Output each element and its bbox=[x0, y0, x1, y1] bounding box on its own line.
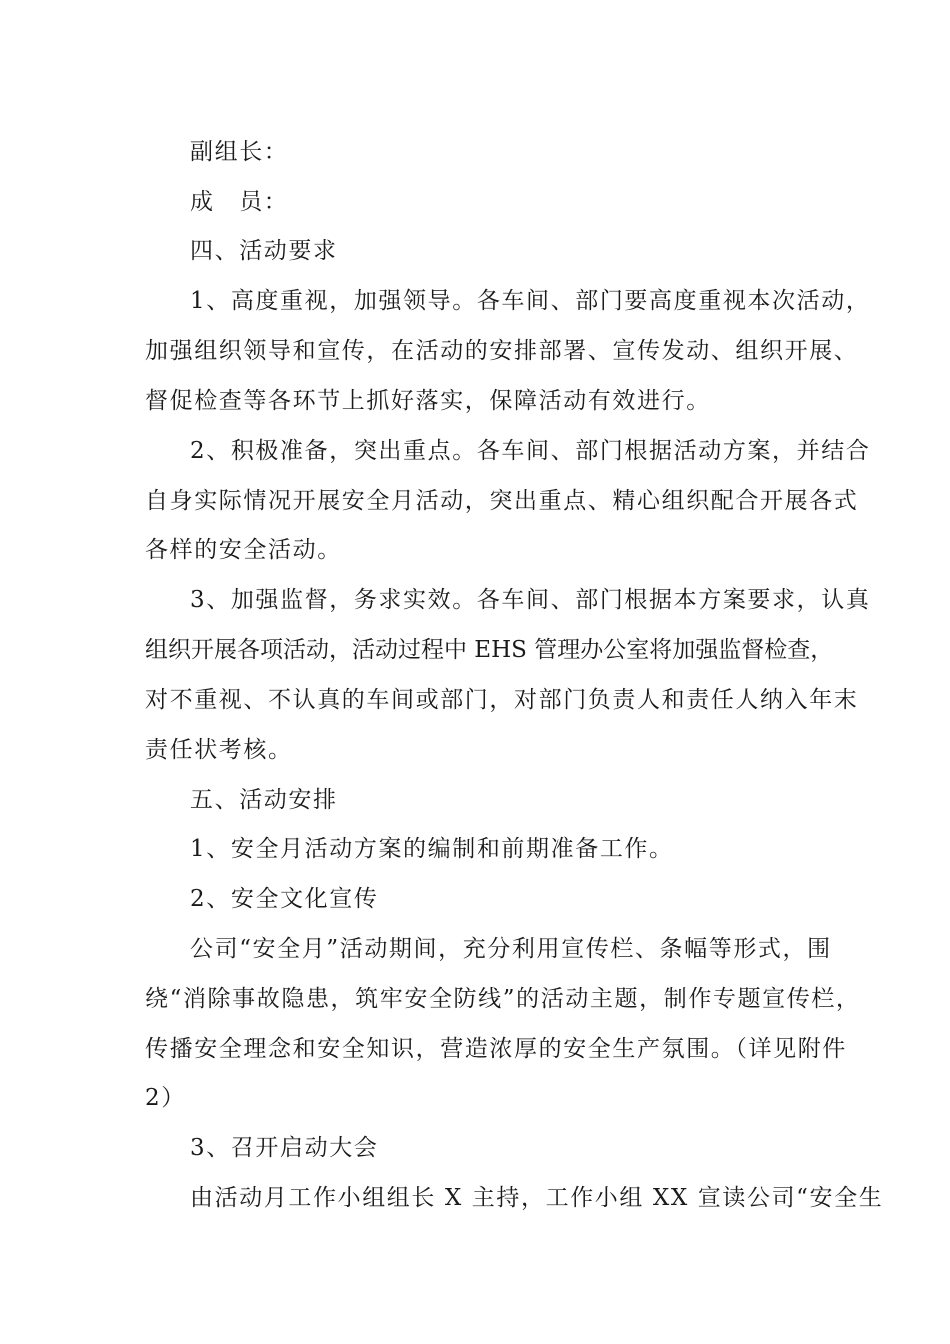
member-role-members: 成 员： bbox=[190, 189, 289, 215]
paragraph-line: 加强组织领导和宣传，在活动的安排部署、宣传发动、组织开展、 bbox=[145, 338, 859, 364]
section-heading-requirements: 四、活动要求 bbox=[190, 238, 338, 264]
section-heading-arrangement: 五、活动安排 bbox=[190, 787, 338, 813]
paragraph-line: 自身实际情况开展安全月活动，突出重点、精心组织配合开展各式 bbox=[145, 488, 859, 514]
member-role-deputy-leader: 副组长： bbox=[190, 139, 289, 165]
paragraph-line: 1、高度重视，加强领导。各车间、部门要高度重视本次活动， bbox=[190, 288, 871, 314]
paragraph-line: 责任状考核。 bbox=[145, 737, 293, 763]
subsection-heading: 3、召开启动大会 bbox=[190, 1135, 379, 1161]
paragraph-line: 公司“安全月”活动期间，充分利用宣传栏、条幅等形式，围 bbox=[190, 936, 832, 962]
paragraph-line: 3、加强监督，务求实效。各车间、部门根据本方案要求，认真 bbox=[190, 587, 871, 613]
paragraph-line: 绕“消除事故隐患，筑牢安全防线”的活动主题，制作专题宣传栏， bbox=[145, 986, 861, 1012]
paragraph-line: 由活动月工作小组组长 X 主持，工作小组 XX 宣读公司“安全生 bbox=[190, 1185, 884, 1211]
paragraph-line: 各样的安全活动。 bbox=[145, 537, 342, 563]
paragraph-line: 2、积极准备，突出重点。各车间、部门根据活动方案，并结合 bbox=[190, 438, 871, 464]
paragraph-line: 对不重视、不认真的车间或部门，对部门负责人和责任人纳入年末 bbox=[145, 687, 859, 713]
subsection-heading: 2、安全文化宣传 bbox=[190, 886, 379, 912]
paragraph-line: 组织开展各项活动，活动过程中 EHS 管理办公室将加强监督检查， bbox=[145, 637, 834, 663]
paragraph-line: 督促检查等各环节上抓好落实，保障活动有效进行。 bbox=[145, 388, 711, 414]
paragraph-line: 2） bbox=[145, 1085, 186, 1111]
list-item: 1、安全月活动方案的编制和前期准备工作。 bbox=[190, 836, 674, 862]
paragraph-line: 传播安全理念和安全知识，营造浓厚的安全生产氛围。（详见附件 bbox=[145, 1036, 847, 1062]
